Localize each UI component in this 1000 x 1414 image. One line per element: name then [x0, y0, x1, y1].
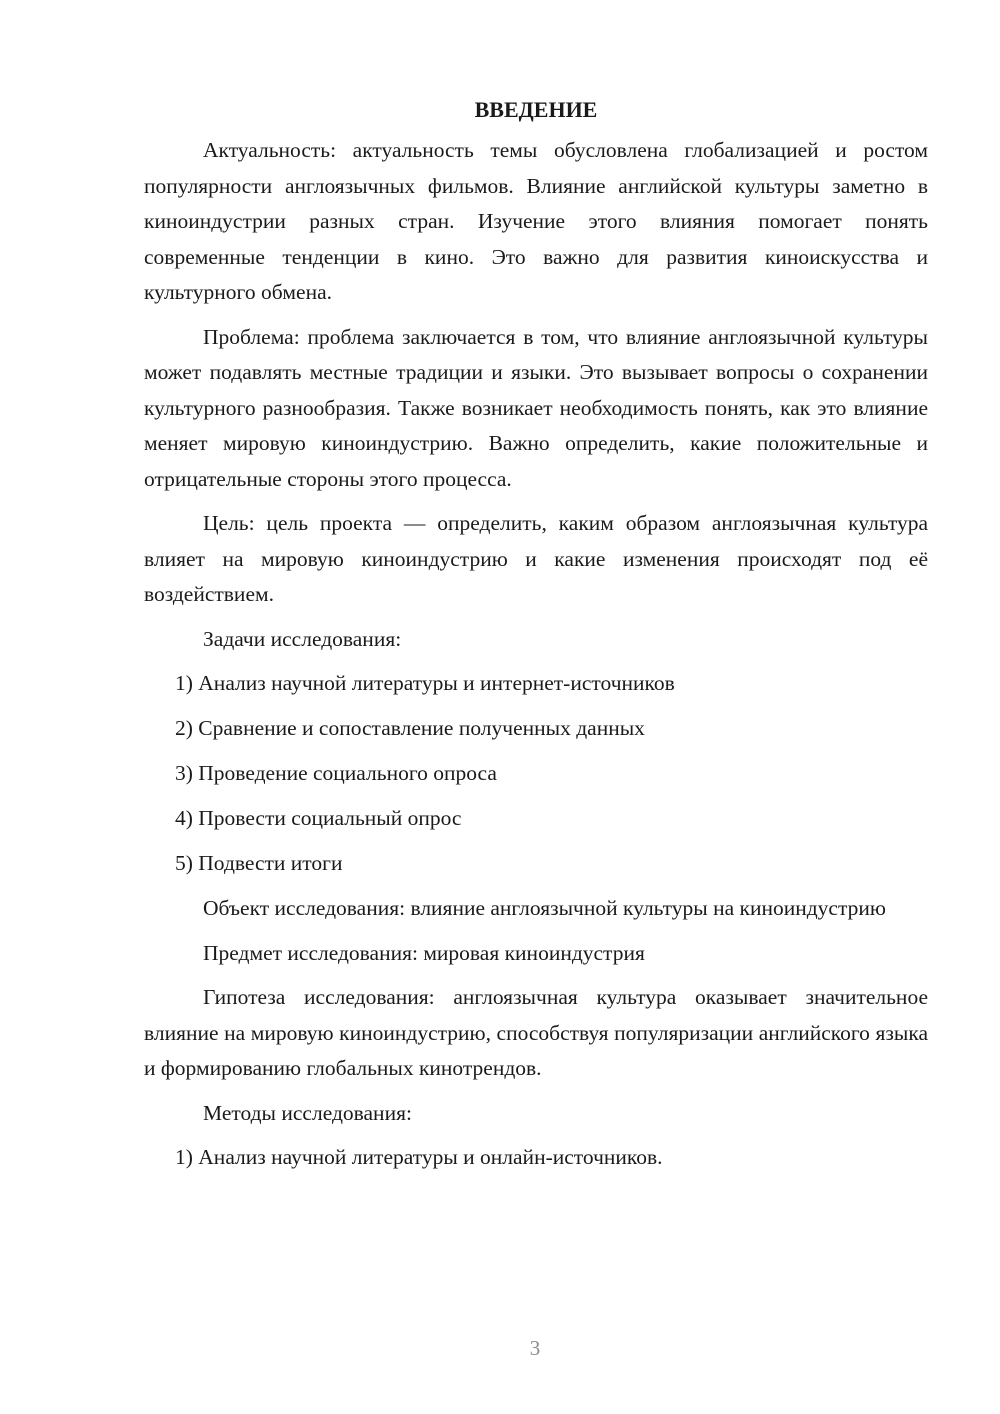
- document-page: [144, 92, 928, 1185]
- task-item: 2) Сравнение и сопоставление полученных данных: [175, 716, 645, 740]
- task-item: 5) Подвести итоги: [175, 851, 343, 875]
- methods-heading: Методы исследования:: [203, 1100, 412, 1125]
- task-item: 4) Провести социальный опрос: [175, 806, 462, 830]
- task-item: 3) Проведение социального опроса: [175, 761, 497, 785]
- relevance-paragraph: Актуальность: актуальность темы обусловлена глобализацией и ростом популярности англоязычных фильмов. Влияние английской культуры заметно в киноиндустрии разных стран. Изучение этого влияния помогает понять современные тенденции в кино. Это важно для развития киноискусства и культурного обмена.: [144, 138, 928, 304]
- section-title: ВВЕДЕНИЕ: [474, 97, 598, 122]
- goal-paragraph: Цель: цель проекта — определить, каким образом англоязычная культура влияет на мировую киноиндустрию и какие изменения происходят под её воздействием.: [144, 511, 928, 606]
- object-paragraph: Объект исследования: влияние англоязычной культуры на киноиндустрию: [203, 896, 886, 920]
- hypothesis-paragraph: Гипотеза исследования: англоязычная культура оказывает значительное влияние на мировую киноиндустрию, способствуя популяризации английского языка и формированию глобальных кинотрендов.: [144, 985, 928, 1080]
- methods-list: [144, 1140, 928, 1176]
- task-item: 1) Анализ научной литературы и интернет-источников: [175, 671, 675, 695]
- subject-paragraph: Предмет исследования: мировая киноиндустрия: [203, 940, 645, 965]
- page-number: 3: [529, 1336, 541, 1360]
- tasks-heading: Задачи исследования:: [203, 626, 402, 651]
- problem-paragraph: Проблема: проблема заключается в том, что влияние англоязычной культуры может подавлять местные традиции и языки. Это вызывает вопросы о сохранении культурного разнообразия. Также возникает необходимость понять, как это влияние меняет мировую киноиндустрию. Важно определить, какие положительные и отрицательные стороны этого процесса.: [144, 324, 928, 491]
- tasks-list: [144, 666, 928, 882]
- method-item: 1) Анализ научной литературы и онлайн-источников.: [175, 1145, 663, 1169]
